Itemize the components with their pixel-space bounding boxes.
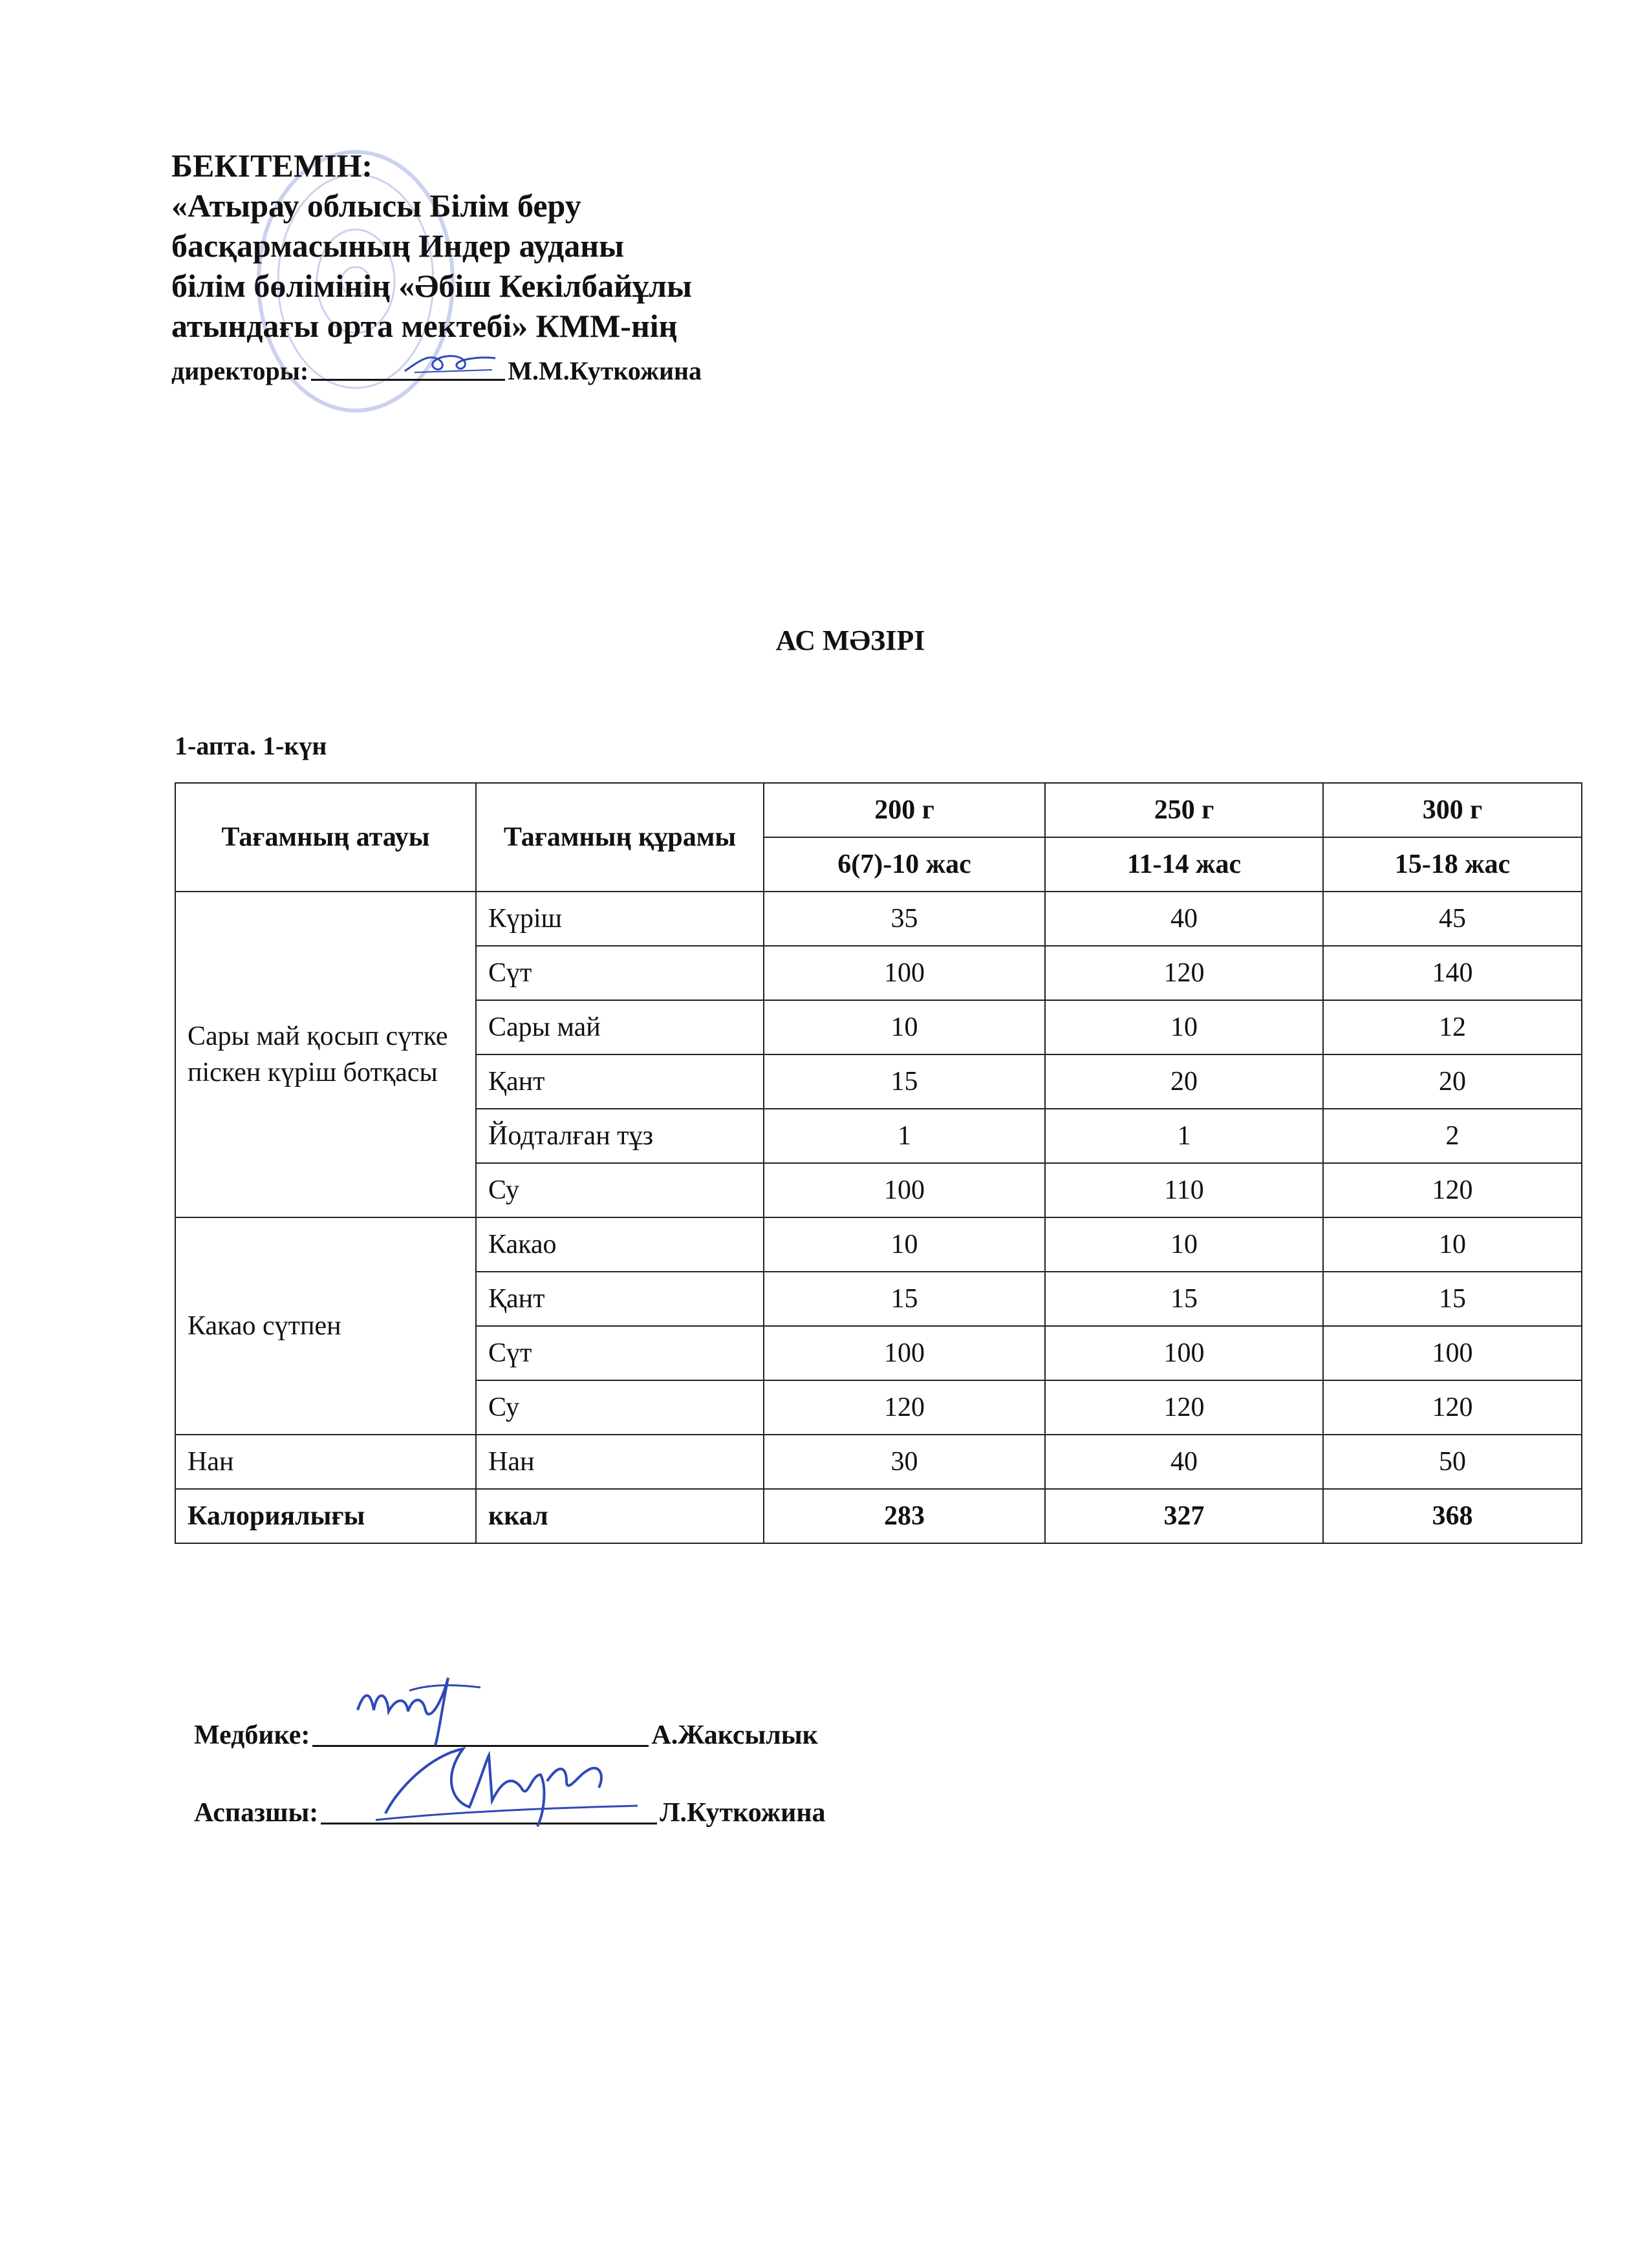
ingredient-value: 2: [1323, 1109, 1582, 1163]
calorie-value: 368: [1323, 1489, 1582, 1543]
signoff-name: Л.Куткожина: [660, 1798, 826, 1828]
director-line: [171, 346, 883, 386]
ingredient-value: 120: [764, 1380, 1045, 1435]
ingredient-name: Қант: [476, 1054, 764, 1109]
dish-name: Какао сүтпен: [175, 1217, 476, 1435]
approval-line: «Атырау облысы Білім беру: [171, 187, 581, 224]
cook-signoff: [194, 1794, 826, 1828]
header-age-group: 15-18 жас: [1323, 837, 1582, 892]
ingredient-value: 100: [1323, 1326, 1582, 1380]
ingredient-name: Су: [476, 1380, 764, 1435]
ingredient-value: 35: [764, 892, 1045, 946]
approval-line: атындағы орта мектебі» КММ-нің: [171, 308, 678, 344]
signoff-role: Аспазшы:: [194, 1798, 319, 1828]
calorie-total-row: [175, 1489, 1582, 1543]
header-portion: 250 г: [1045, 783, 1323, 837]
ingredient-value: 100: [764, 946, 1045, 1000]
director-label: директоры:: [171, 356, 309, 385]
ingredient-name: Какао: [476, 1217, 764, 1272]
ingredient-value: 120: [1045, 1380, 1323, 1435]
table-row: [175, 892, 1582, 946]
header-portion: 200 г: [764, 783, 1045, 837]
calorie-label: Калориялығы: [175, 1489, 476, 1543]
approval-line: басқармасының Индер ауданы: [171, 228, 625, 264]
ingredient-value: 15: [1045, 1272, 1323, 1326]
ingredient-name: Күріш: [476, 892, 764, 946]
ingredient-value: 15: [764, 1054, 1045, 1109]
ingredient-value: 40: [1045, 892, 1323, 946]
ingredient-value: 10: [764, 1000, 1045, 1054]
ingredient-name: Су: [476, 1163, 764, 1217]
menu-table: [175, 782, 1582, 1544]
approval-block: [171, 145, 883, 386]
ingredient-value: 40: [1045, 1435, 1323, 1489]
signoff-name: А.Жаксылык: [651, 1720, 818, 1750]
signature-line: [321, 1794, 657, 1824]
cook-signature: [372, 1736, 644, 1833]
week-day-label: 1-апта. 1-күн: [175, 731, 327, 760]
ingredient-value: 120: [1045, 946, 1323, 1000]
calorie-value: 283: [764, 1489, 1045, 1543]
ingredient-value: 15: [764, 1272, 1045, 1326]
ingredient-value: 140: [1323, 946, 1582, 1000]
dish-name: Сары май қосып сүтке піскен күріш ботқасы: [175, 892, 476, 1217]
table-row: [175, 1435, 1582, 1489]
page-title: АС МӘЗІРІ: [775, 625, 925, 656]
signoff-role: Медбике:: [194, 1720, 310, 1750]
table-row: [175, 1217, 1582, 1272]
calorie-unit: ккал: [476, 1489, 764, 1543]
ingredient-name: Сүт: [476, 1326, 764, 1380]
ingredient-value: 100: [764, 1326, 1045, 1380]
ingredient-value: 10: [1323, 1217, 1582, 1272]
ingredient-name: Йодталған тұз: [476, 1109, 764, 1163]
header-portion: 300 г: [1323, 783, 1582, 837]
ingredient-value: 15: [1323, 1272, 1582, 1326]
ingredient-value: 110: [1045, 1163, 1323, 1217]
header-composition: Тағамның құрамы: [476, 783, 764, 892]
calorie-value: 327: [1045, 1489, 1323, 1543]
ingredient-value: 120: [1323, 1380, 1582, 1435]
ingredient-value: 20: [1323, 1054, 1582, 1109]
header-age-group: 11-14 жас: [1045, 837, 1323, 892]
director-name: М.М.Куткожина: [508, 356, 702, 385]
ingredient-value: 120: [1323, 1163, 1582, 1217]
ingredient-value: 20: [1045, 1054, 1323, 1109]
ingredient-name: Сары май: [476, 1000, 764, 1054]
ingredient-value: 30: [764, 1435, 1045, 1489]
ingredient-value: 12: [1323, 1000, 1582, 1054]
ingredient-value: 1: [764, 1109, 1045, 1163]
ingredient-value: 10: [764, 1217, 1045, 1272]
header-age-group: 6(7)-10 жас: [764, 837, 1045, 892]
ingredient-name: Нан: [476, 1435, 764, 1489]
ingredient-value: 50: [1323, 1435, 1582, 1489]
dish-name: Нан: [175, 1435, 476, 1489]
approval-heading: БЕКІТЕМІН:: [171, 147, 373, 184]
director-signature: [402, 347, 499, 379]
ingredient-value: 10: [1045, 1217, 1323, 1272]
ingredient-value: 100: [1045, 1326, 1323, 1380]
ingredient-value: 100: [764, 1163, 1045, 1217]
ingredient-value: 10: [1045, 1000, 1323, 1054]
ingredient-value: 45: [1323, 892, 1582, 946]
ingredient-name: Сүт: [476, 946, 764, 1000]
ingredient-value: 1: [1045, 1109, 1323, 1163]
approval-line: білім бөлімінің «Әбіш Кекілбайұлы: [171, 268, 693, 304]
header-dish-name: Тағамның атауы: [175, 783, 476, 892]
ingredient-name: Қант: [476, 1272, 764, 1326]
director-signature-line: [311, 347, 505, 381]
